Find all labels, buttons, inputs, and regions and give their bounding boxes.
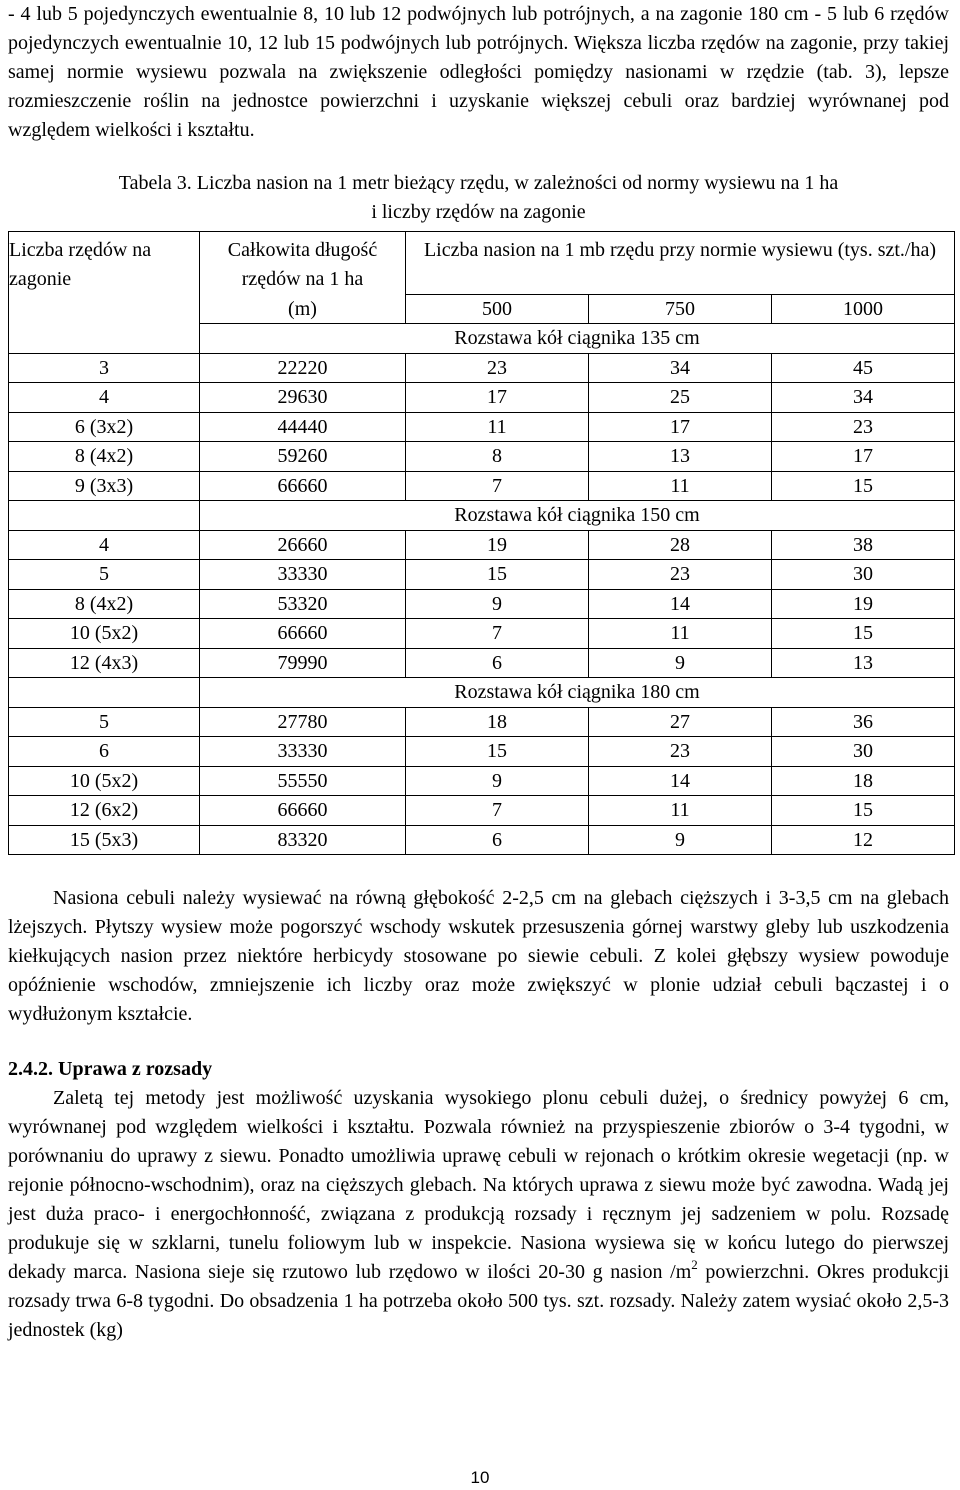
table-cell: 15 xyxy=(406,560,589,590)
table-cell: 4 xyxy=(9,383,200,413)
table-cell: 15 (5x3) xyxy=(9,825,200,855)
table-header-row xyxy=(9,232,955,295)
header-norm-1000: 1000 xyxy=(772,294,955,324)
table-cell: 7 xyxy=(406,471,589,501)
table-cell: 15 xyxy=(772,796,955,826)
table-cell: 26660 xyxy=(200,530,406,560)
table-cell: 18 xyxy=(772,766,955,796)
table-cell: 13 xyxy=(589,442,772,472)
section-blank-cell xyxy=(9,501,200,531)
table-cell: 27 xyxy=(589,707,772,737)
table-cell: 34 xyxy=(589,353,772,383)
page-number: 10 xyxy=(470,1468,490,1487)
section-blank-cell xyxy=(9,324,200,354)
table-cell: 33330 xyxy=(200,560,406,590)
header-norm-750: 750 xyxy=(589,294,772,324)
sowing-depth-paragraph: Nasiona cebuli należy wysiewać na równą głębokość 2-2,5 cm na glebach cięższych i 3-3,5 cm na glebach lżejszych. Płytszy wysiew może pogorszyć wschody wskutek przesuszenia górnej warstwy gleby lub uszkodzenia kiełkujących nasion przez niektóre herbicydy stosowane po siewie cebuli. Z kolei głębszy wysiew powoduje opóźnienie wschodów, zmniejszenie ich liczby oraz może zwiększyć w plonie udział cebuli bączastej i o wydłużonym kształcie. xyxy=(8,887,949,1025)
intro-paragraph: - 4 lub 5 pojedynczych ewentualnie 8, 10 lub 12 podwójnych lub potrójnych, a na zagonie 180 cm - 5 lub 6 rzędów pojedynczych ewentualnie 10, 12 lub 15 podwójnych lub potrójnych. Większa liczba rzędów na zagonie, przy takiej samej normie wysiewu pozwala na zwiększenie odległości pomiędzy nasionami w rzędzie (tab. 3), lepsze rozmieszczenie roślin na jednostce powierzchni i uzyskanie większej cebuli oraz bardziej wyrównanej pod względem wielkości i kształtu. xyxy=(8,3,949,141)
table-cell: 34 xyxy=(772,383,955,413)
table-cell: 18 xyxy=(406,707,589,737)
section-title: Rozstawa kół ciągnika 150 cm xyxy=(200,501,955,531)
table-cell: 15 xyxy=(772,471,955,501)
table-row xyxy=(9,737,955,767)
table-cell: 6 xyxy=(406,825,589,855)
section-row xyxy=(9,324,955,354)
table-row xyxy=(9,766,955,796)
table-cell: 4 xyxy=(9,530,200,560)
table-cell: 14 xyxy=(589,766,772,796)
table-cell: 25 xyxy=(589,383,772,413)
table-row xyxy=(9,471,955,501)
table-cell: 19 xyxy=(406,530,589,560)
section-title: Rozstawa kół ciągnika 180 cm xyxy=(200,678,955,708)
table-caption-line2: i liczby rzędów na zagonie xyxy=(371,201,586,223)
table-cell: 9 xyxy=(406,766,589,796)
table-cell: 17 xyxy=(589,412,772,442)
table-cell: 11 xyxy=(589,471,772,501)
table-row xyxy=(9,648,955,678)
table-row xyxy=(9,619,955,649)
table-cell: 12 xyxy=(772,825,955,855)
table-cell: 11 xyxy=(589,619,772,649)
section-title: Rozstawa kół ciągnika 135 cm xyxy=(200,324,955,354)
seedlings-text-part1: Zaletą tej metody jest możliwość uzyskania wysokiego plonu cebuli dużej, o średnicy powyżej 6 cm, wyrównanej pod względem wielkości i kształtu. Pozwala również na przyspieszenie zbiorów o 3-4 tygodni, w porównaniu do uprawy z siewu. Ponadto umożliwia uprawę cebuli w rejonach o krótkim okresie wegetacji (np. w rejonie północno-wschodnim), oraz na cięższych glebach. Na których uprawa z siewu może być zawodna. Wadą jej jest duża praco- i energochłonność, związana z produkcją rozsady i ręcznym jej sadzeniem w polu. Rozsadę produkuje się w szklarni, tunelu foliowym lub w inspekcie. Nasiona wysiewa się w końcu lutego do pierwszej dekady marca. Nasiona sieje się rzutowo lub rzędowo w ilości 20-30 g nasion /m xyxy=(8,1087,949,1283)
table-cell: 66660 xyxy=(200,619,406,649)
table-row xyxy=(9,560,955,590)
table-cell: 17 xyxy=(406,383,589,413)
table-cell: 53320 xyxy=(200,589,406,619)
table-cell: 66660 xyxy=(200,471,406,501)
table-cell: 38 xyxy=(772,530,955,560)
table-cell: 10 (5x2) xyxy=(9,766,200,796)
table-cell: 30 xyxy=(772,737,955,767)
table-cell: 23 xyxy=(589,560,772,590)
table-cell: 83320 xyxy=(200,825,406,855)
seed-table xyxy=(8,231,955,855)
section-heading: 2.4.2. Uprawa z rozsady xyxy=(8,1058,213,1080)
table-cell: 14 xyxy=(589,589,772,619)
table-cell: 23 xyxy=(772,412,955,442)
table-cell: 66660 xyxy=(200,796,406,826)
table-row xyxy=(9,589,955,619)
table-cell: 29630 xyxy=(200,383,406,413)
table-row xyxy=(9,412,955,442)
table-cell: 7 xyxy=(406,796,589,826)
table-row xyxy=(9,825,955,855)
table-cell: 3 xyxy=(9,353,200,383)
table-cell: 5 xyxy=(9,560,200,590)
table-row xyxy=(9,442,955,472)
section-blank-cell xyxy=(9,678,200,708)
table-cell: 11 xyxy=(589,796,772,826)
table-cell: 5 xyxy=(9,707,200,737)
table-cell: 8 (4x2) xyxy=(9,589,200,619)
table-caption-line1: Tabela 3. Liczba nasion na 1 metr bieżący rzędu, w zależności od normy wysiewu na 1 ha xyxy=(118,172,839,194)
table-cell: 11 xyxy=(406,412,589,442)
table-cell: 9 (3x3) xyxy=(9,471,200,501)
table-cell: 36 xyxy=(772,707,955,737)
table-cell: 55550 xyxy=(200,766,406,796)
table-cell: 44440 xyxy=(200,412,406,442)
table-cell: 22220 xyxy=(200,353,406,383)
table-row xyxy=(9,707,955,737)
table-cell: 28 xyxy=(589,530,772,560)
section-row xyxy=(9,501,955,531)
table-caption xyxy=(8,169,949,227)
table-row xyxy=(9,530,955,560)
header-seeds-per-meter: Liczba nasion na 1 mb rzędu przy normie wysiewu (tys. szt./ha) xyxy=(406,232,955,295)
table-cell: 9 xyxy=(589,825,772,855)
table-cell: 12 (4x3) xyxy=(9,648,200,678)
table-cell: 9 xyxy=(589,648,772,678)
table-cell: 7 xyxy=(406,619,589,649)
table-cell: 6 (3x2) xyxy=(9,412,200,442)
table-cell: 23 xyxy=(406,353,589,383)
table-cell: 30 xyxy=(772,560,955,590)
table-row xyxy=(9,796,955,826)
table-cell: 33330 xyxy=(200,737,406,767)
table-row xyxy=(9,353,955,383)
table-cell: 15 xyxy=(772,619,955,649)
table-cell: 12 (6x2) xyxy=(9,796,200,826)
header-length-unit: (m) xyxy=(200,294,406,324)
document-page xyxy=(8,0,949,1345)
table-cell: 79990 xyxy=(200,648,406,678)
header-norm-500: 500 xyxy=(406,294,589,324)
table-row xyxy=(9,383,955,413)
table-cell: 8 xyxy=(406,442,589,472)
table-cell: 9 xyxy=(406,589,589,619)
header-total-length: Całkowita długość rzędów na 1 ha xyxy=(200,232,406,295)
table-cell: 45 xyxy=(772,353,955,383)
table-cell: 6 xyxy=(406,648,589,678)
superscript-exponent: 2 xyxy=(691,1257,698,1272)
table-cell: 17 xyxy=(772,442,955,472)
table-cell: 13 xyxy=(772,648,955,678)
seedlings-paragraph xyxy=(8,1084,949,1345)
table-cell: 27780 xyxy=(200,707,406,737)
table-cell: 8 (4x2) xyxy=(9,442,200,472)
table-cell: 19 xyxy=(772,589,955,619)
seedlings-text-part2: powierzchni. Okres produkcji rozsady trwa 6-8 tygodni. Do obsadzenia 1 ha potrzeba około 500 tys. szt. rozsady. Należy zatem wysiać około 2,5-3 jednostek (kg) xyxy=(8,1261,949,1341)
table-cell: 10 (5x2) xyxy=(9,619,200,649)
table-cell: 59260 xyxy=(200,442,406,472)
section-row xyxy=(9,678,955,708)
header-rows-count: Liczba rzędów na zagonie xyxy=(9,232,200,324)
table-cell: 15 xyxy=(406,737,589,767)
table-cell: 23 xyxy=(589,737,772,767)
table-cell: 6 xyxy=(9,737,200,767)
